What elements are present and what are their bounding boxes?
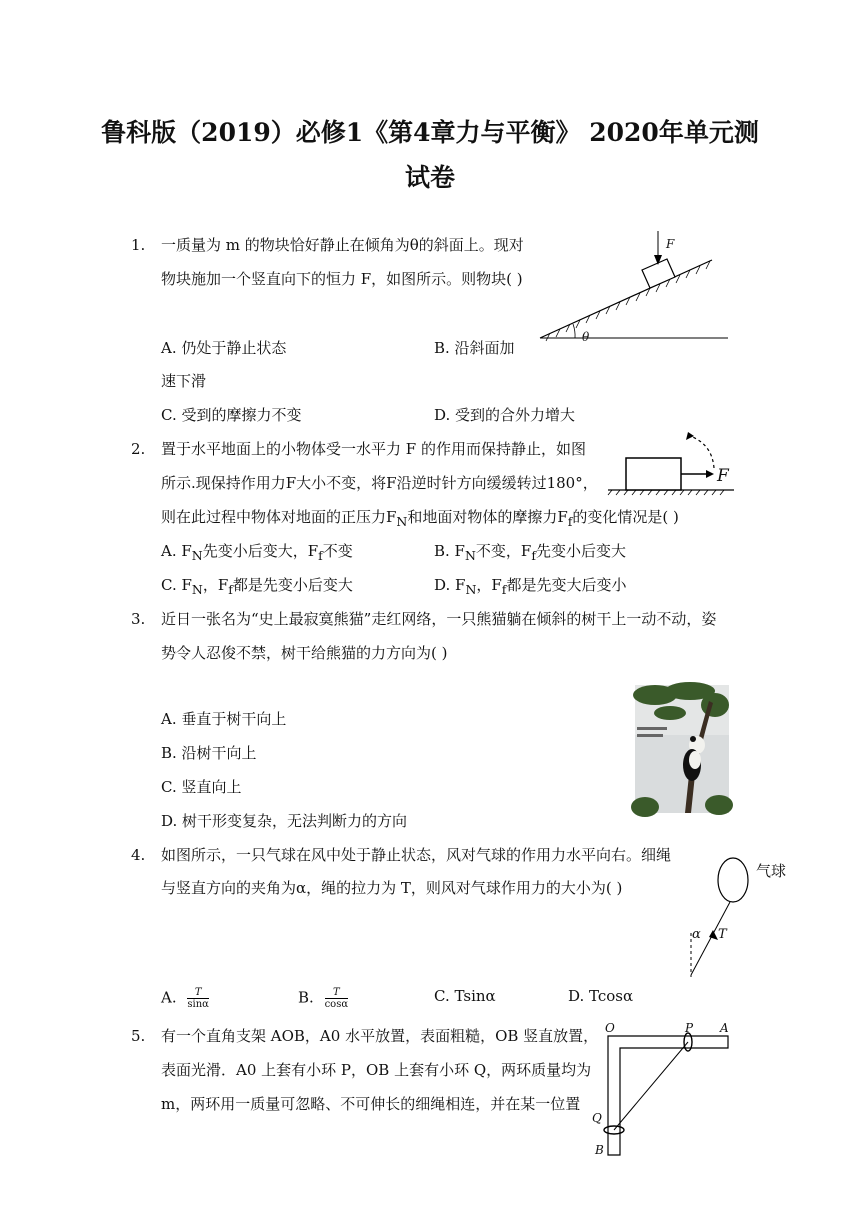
question-number: 1. — [131, 236, 146, 254]
option-b: B. $F_N$不变，$F_f$先变小后变大 — [434, 542, 626, 563]
option-c: C. 受到的摩擦力不变 — [161, 406, 302, 424]
question-text: 势令人忍俊不禁，树干给熊猫的力方向为( ) — [161, 644, 448, 662]
question-text: 置于水平地面上的小物体受一水平力 F 的作用而保持静止，如图 — [161, 440, 586, 458]
option-b: B. $\frac{T}{\cos\alpha}$ — [298, 987, 349, 1010]
option-b-cont: 速下滑 — [161, 372, 207, 390]
option-d: D. 受到的合外力增大 — [434, 406, 576, 424]
angle-label: θ — [582, 330, 590, 344]
question-text: 物块施加一个竖直向下的恒力 F，如图所示。则物块( ) — [161, 270, 523, 288]
tension-label: T — [718, 927, 727, 942]
option-a: A. 垂直于树干向上 — [161, 710, 287, 728]
question-number: 5. — [131, 1027, 146, 1045]
question-text: 如图所示，一只气球在风中处于静止状态，风对气球的作用力水平向右。细绳 — [161, 846, 672, 864]
point-label-p: P — [685, 1021, 694, 1035]
page-title-line2: 试卷 — [404, 163, 455, 192]
question-number: 2. — [131, 440, 146, 458]
option-c: C. Tsinα — [434, 987, 496, 1005]
balloon-label: 气球 — [756, 862, 787, 880]
question-text: 有一个直角支架 AOB，A0 水平放置，表面粗糙，OB 竖直放置， — [161, 1027, 599, 1045]
angle-label: α — [692, 927, 701, 942]
page-title: 鲁科版（2019）必修1《第4章力与平衡》 2020年单元测 — [101, 118, 759, 147]
question-text: 所示.现保持作用力F大小不变，将F沿逆时针方向缓缓转过180°， — [161, 474, 598, 492]
option-d: D. 树干形变复杂，无法判断力的方向 — [161, 812, 408, 830]
point-label-q: Q — [592, 1111, 602, 1125]
option-c: C. 竖直向上 — [161, 778, 242, 796]
option-a: A. $F_N$先变小后变大，$F_f$不变 — [161, 542, 353, 563]
question-text: m，两环用一质量可忽略、不可伸长的细绳相连，并在某一位置 — [161, 1095, 581, 1113]
force-label: F — [717, 466, 729, 486]
option-d: D. $F_N$，$F_f$都是先变大后变小 — [434, 576, 627, 597]
option-d: D. Tcosα — [568, 987, 634, 1005]
point-label-o: O — [605, 1021, 615, 1035]
balloon-figure — [678, 855, 758, 980]
question-number: 3. — [131, 610, 146, 628]
force-label: F — [666, 237, 675, 251]
option-a: A. $\frac{T}{\sin\alpha}$ — [161, 987, 209, 1010]
incline-figure — [530, 228, 735, 353]
panda-photo — [635, 685, 729, 813]
option-a: A. 仍处于静止状态 — [161, 339, 287, 357]
question-text: 与竖直方向的夹角为α，绳的拉力为 T，则风对气球作用力的大小为( ) — [161, 879, 623, 897]
question-number: 4. — [131, 846, 146, 864]
option-b: B. 沿斜面加 — [434, 339, 515, 357]
question-text: 则在此过程中物体对地面的正压力$F_N$和地面对物体的摩擦力$F_f$的变化情况是( ) — [161, 508, 679, 529]
question-text: 近日一张名为“史上最寂寞熊猫”走红网络，一只熊猫躺在倾斜的树干上一动不动，姿 — [161, 610, 717, 628]
bracket-figure — [588, 1020, 733, 1160]
point-label-a: A — [720, 1021, 729, 1035]
question-text: 表面光滑．A0 上套有小环 P，OB 上套有小环 Q，两环质量均为 — [161, 1061, 592, 1079]
option-b: B. 沿树干向上 — [161, 744, 257, 762]
question-text: 一质量为 m 的物块恰好静止在倾角为θ的斜面上。现对 — [161, 236, 524, 254]
option-c: C. $F_N$，$F_f$都是先变小后变大 — [161, 576, 353, 597]
point-label-b: B — [595, 1143, 604, 1157]
